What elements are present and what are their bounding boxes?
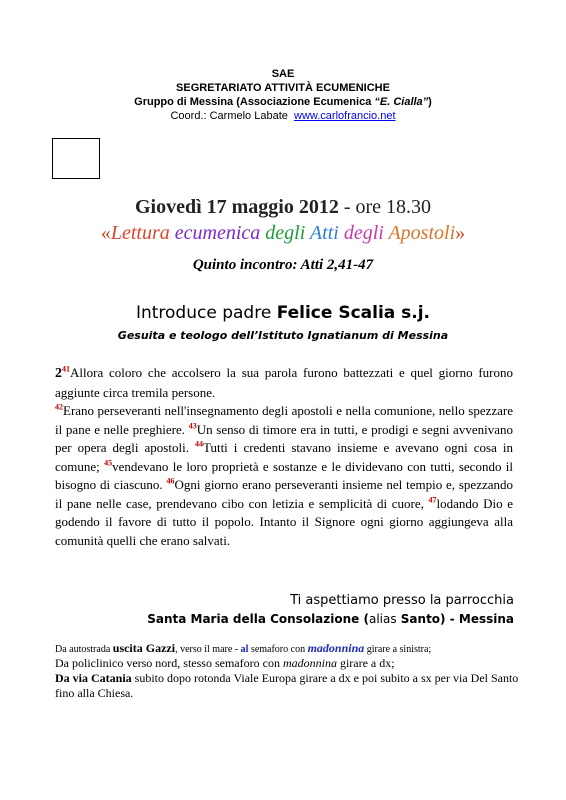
verse-text: lodando Dio e godendo il favore di tutto il popolo. Intanto il Signore ogni giorno aggiungeva alla comunità quelli che erano salvati. bbox=[55, 495, 514, 548]
venue-name-end: Santo) - Messina bbox=[396, 612, 514, 626]
verse-number: 44 bbox=[194, 439, 203, 449]
dir-text: , verso il mare - bbox=[175, 644, 241, 655]
event-title bbox=[0, 222, 566, 245]
chapter-number: 2 bbox=[55, 366, 62, 381]
dir-madonnina: madonnina bbox=[307, 641, 365, 655]
group-association-name: “E. Cialla” bbox=[374, 96, 429, 108]
venue-name bbox=[147, 612, 514, 626]
venue-invite: Ti aspettiamo presso la parrocchia bbox=[290, 593, 514, 608]
dir-text: semaforo con bbox=[248, 644, 308, 655]
event-date-text: Giovedì 17 maggio 2012 bbox=[134, 196, 339, 218]
speaker-intro bbox=[0, 303, 566, 323]
dir-text: Da policlinico verso nord, stesso semaforo con bbox=[55, 656, 283, 670]
verse-number: 43 bbox=[188, 421, 197, 431]
group-line bbox=[0, 95, 566, 109]
group-text: Gruppo di Messina (Associazione Ecumenica bbox=[134, 96, 375, 108]
website-link[interactable]: www.carlofrancio.net bbox=[294, 110, 396, 122]
dir-text: girare a dx; bbox=[336, 656, 395, 670]
coord-label: Coord.: Carmelo Labate bbox=[170, 110, 288, 122]
verse-text: Ogni giorno erano perseveranti insieme nel tempio e, spezzando il pane nelle case, prendevano cibo con letizia e semplicità di cuore, bbox=[55, 477, 514, 511]
verse-text: Erano perseveranti nell'insegnamento degli apostoli e nella comunione, nello spezzare il pane e nelle preghiere. bbox=[55, 403, 513, 437]
verse-number: 41 bbox=[62, 364, 70, 374]
event-time: - ore 18.30 bbox=[338, 196, 432, 218]
speaker-role: Gesuita e teologo dell’Istituto Ignatianum di Messina bbox=[117, 329, 449, 342]
dir-text: girare a sinistra; bbox=[364, 644, 432, 655]
verse-number: 47 bbox=[428, 495, 437, 505]
title-word: degli bbox=[265, 222, 310, 244]
direction-autostrada bbox=[55, 641, 535, 657]
venue-alias: alias bbox=[368, 612, 397, 626]
org-name: SEGRETARIATO ATTIVITÀ ECUMENICHE bbox=[176, 82, 390, 94]
event-date bbox=[0, 196, 566, 219]
blank-box bbox=[52, 138, 100, 179]
speaker-intro-text: Introduce padre bbox=[135, 303, 277, 323]
dir-highlight: uscita Gazzi bbox=[112, 641, 176, 655]
direction-catania bbox=[55, 671, 535, 701]
title-words bbox=[111, 222, 455, 244]
verse-number: 45 bbox=[104, 458, 113, 468]
title-word: degli bbox=[343, 222, 389, 244]
verse-text: vendevano le loro proprietà e sostanze e le dividevano con tutti, secondo il bisogno di ciascuno. bbox=[55, 458, 514, 492]
verse-text: Allora coloro che accolsero la sua parola furono battezzati e quel giorno furono aggiunte circa tremila persone. bbox=[55, 365, 513, 400]
title-word: ecumenica bbox=[174, 222, 266, 244]
dir-text: subito dopo rotonda Viale Europa girare a dx e poi subito a sx per via Del Santo fino alla Chiesa. bbox=[55, 671, 519, 700]
dir-highlight-blue: al bbox=[240, 644, 249, 655]
dir-highlight: Da via Catania bbox=[55, 671, 132, 685]
title-word: Atti bbox=[309, 222, 344, 244]
group-text-end: ) bbox=[428, 96, 432, 108]
verse-text: Un senso di timore era in tutti, e prodigi e segni avvenivano per opera degli apostoli. bbox=[55, 421, 513, 455]
verse-text: Tutti i credenti stavano insieme e avevano ogni cosa in comune; bbox=[55, 440, 513, 474]
title-open-quote: « bbox=[100, 222, 111, 244]
venue-name-text: Santa Maria della Consolazione ( bbox=[147, 612, 369, 626]
dir-madonnina: madonnina bbox=[282, 656, 337, 670]
direction-policlinico bbox=[55, 656, 535, 671]
title-close-quote: » bbox=[455, 222, 466, 244]
title-word: Apostoli bbox=[388, 222, 456, 244]
verse-number: 46 bbox=[166, 476, 175, 486]
title-word: Lettura bbox=[110, 222, 175, 244]
bible-passage bbox=[55, 364, 513, 550]
verse-number: 42 bbox=[55, 402, 63, 412]
coord-line bbox=[0, 109, 566, 123]
event-subtitle: Quinto incontro: Atti 2,41-47 bbox=[192, 257, 374, 273]
dir-text: Da autostrada bbox=[55, 644, 113, 655]
org-acronym: SAE bbox=[271, 68, 295, 80]
speaker-name: Felice Scalia s.j. bbox=[276, 303, 431, 323]
